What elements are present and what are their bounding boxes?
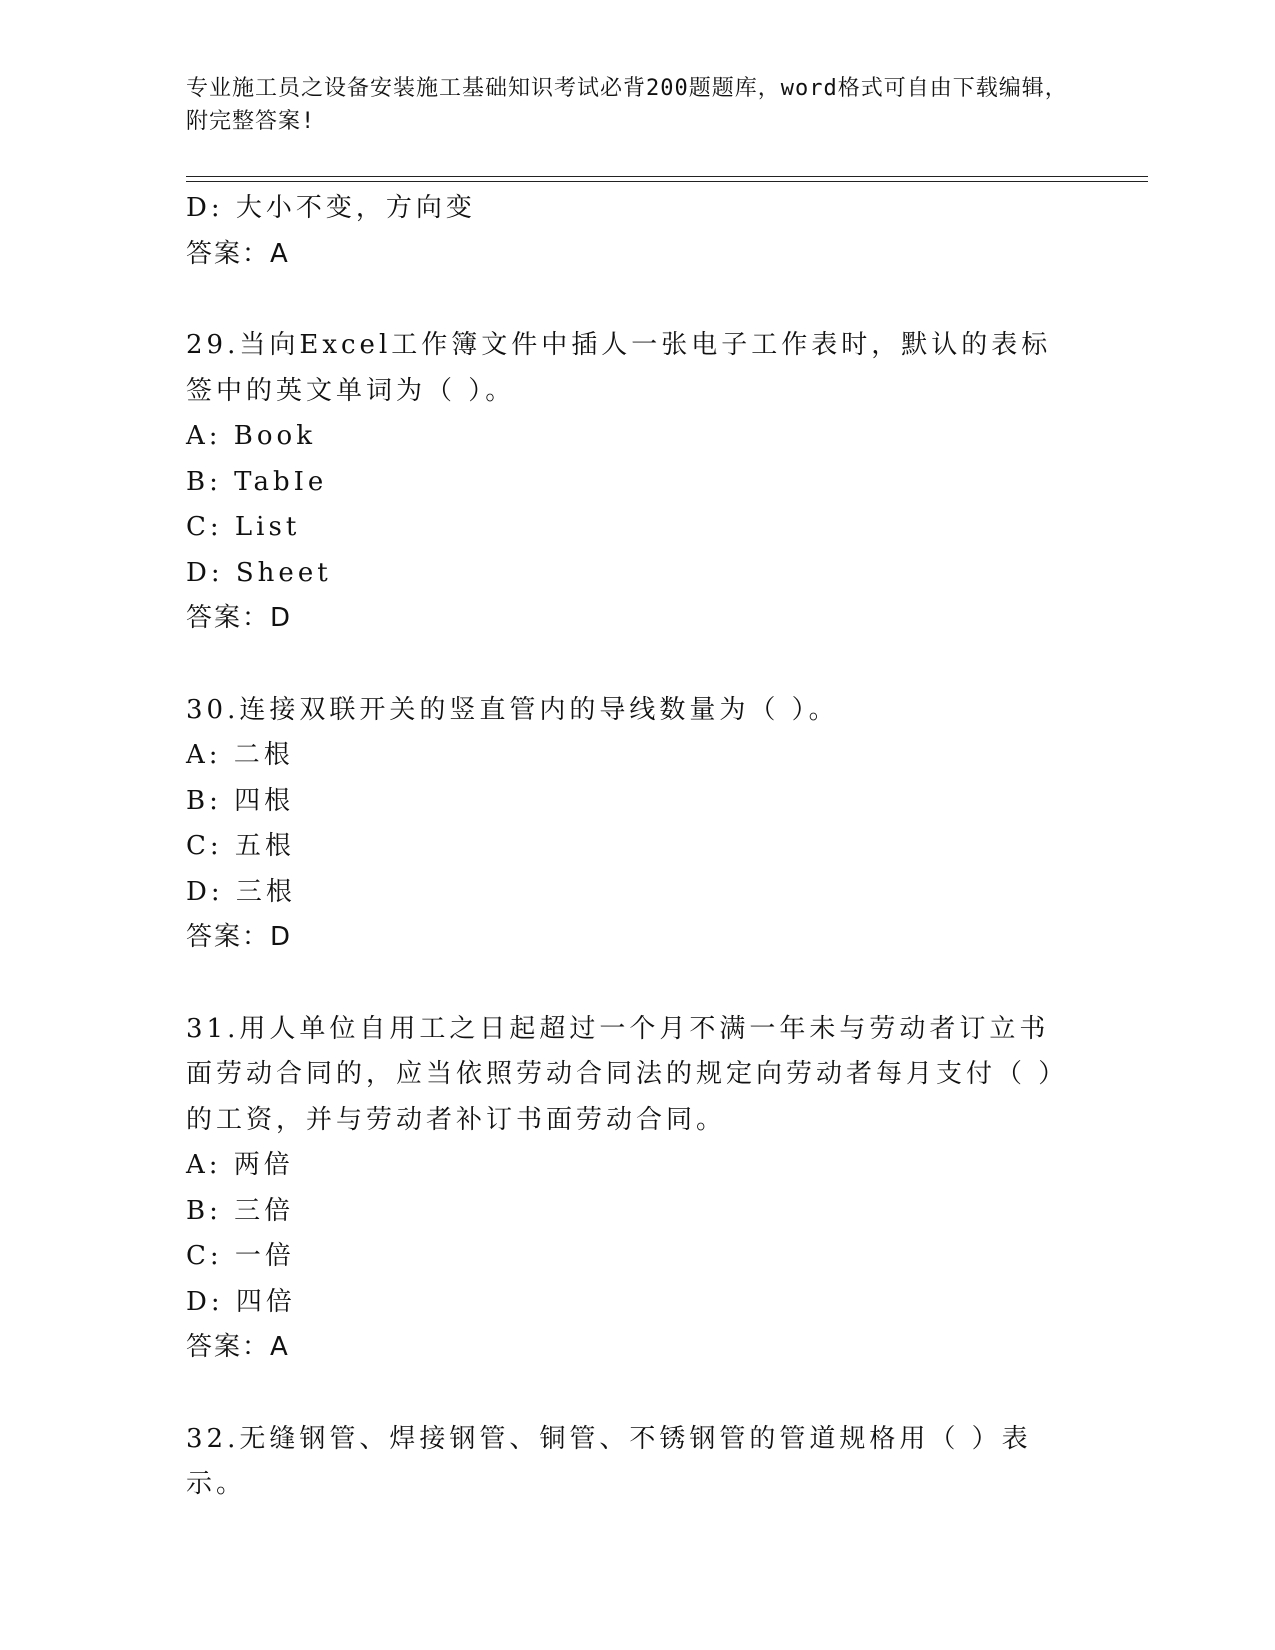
question-text: 32.无缝钢管、焊接钢管、铜管、不锈钢管的管道规格用（ ）表示。	[186, 1423, 1032, 1499]
option-d: D: 大小不变，方向变	[186, 193, 476, 223]
answer-line: 答案：A	[186, 1332, 290, 1362]
option-b: B: TabIe	[186, 466, 328, 497]
header-divider-top	[186, 176, 1148, 177]
option-d: D: 三根	[186, 876, 296, 907]
question-text: 30.连接双联开关的竖直管内的导线数量为（ ）。	[186, 694, 839, 725]
option-d: D: 四倍	[186, 1286, 296, 1317]
answer-line: 答案：A	[186, 238, 290, 269]
option-b: B: 三倍	[186, 1195, 295, 1226]
spacer	[186, 642, 1066, 688]
spacer	[186, 277, 1066, 323]
option-b: B: 四根	[186, 785, 295, 816]
header-divider-bottom	[186, 181, 1148, 182]
question-block	[186, 1007, 1066, 1371]
option-a: A: Book	[186, 421, 316, 451]
option-a: A: 两倍	[186, 1150, 294, 1180]
answer-line: 答案：D	[186, 603, 293, 633]
option-d: D: Sheet	[186, 557, 332, 588]
answer-line: 答案：D	[186, 922, 293, 952]
option-a: A: 二根	[186, 740, 294, 770]
question-text: 29.当向Excel工作簿文件中插人一张电子工作表时，默认的表标签中的英文单词为（ ）。	[186, 330, 1052, 406]
document-header	[186, 72, 1076, 138]
spacer	[186, 1371, 1066, 1417]
spacer	[186, 961, 1066, 1007]
option-c: C: List	[186, 512, 301, 542]
question-block	[186, 688, 1066, 961]
question-list	[186, 186, 1066, 1508]
option-c: C: 五根	[186, 831, 295, 861]
question-text: 31.用人单位自用工之日起超过一个月不满一年未与劳动者订立书面劳动合同的，应当依照劳动合同法的规定向劳动者每月支付（ ）的工资，并与劳动者补订书面劳动合同。	[186, 1013, 1056, 1135]
option-c: C: 一倍	[186, 1241, 295, 1271]
question-block	[186, 1417, 1066, 1508]
document-title: 专业施工员之设备安装施工基础知识考试必背200题题库，word格式可自由下载编辑，附完整答案!	[186, 76, 1068, 134]
question-block	[186, 323, 1066, 642]
